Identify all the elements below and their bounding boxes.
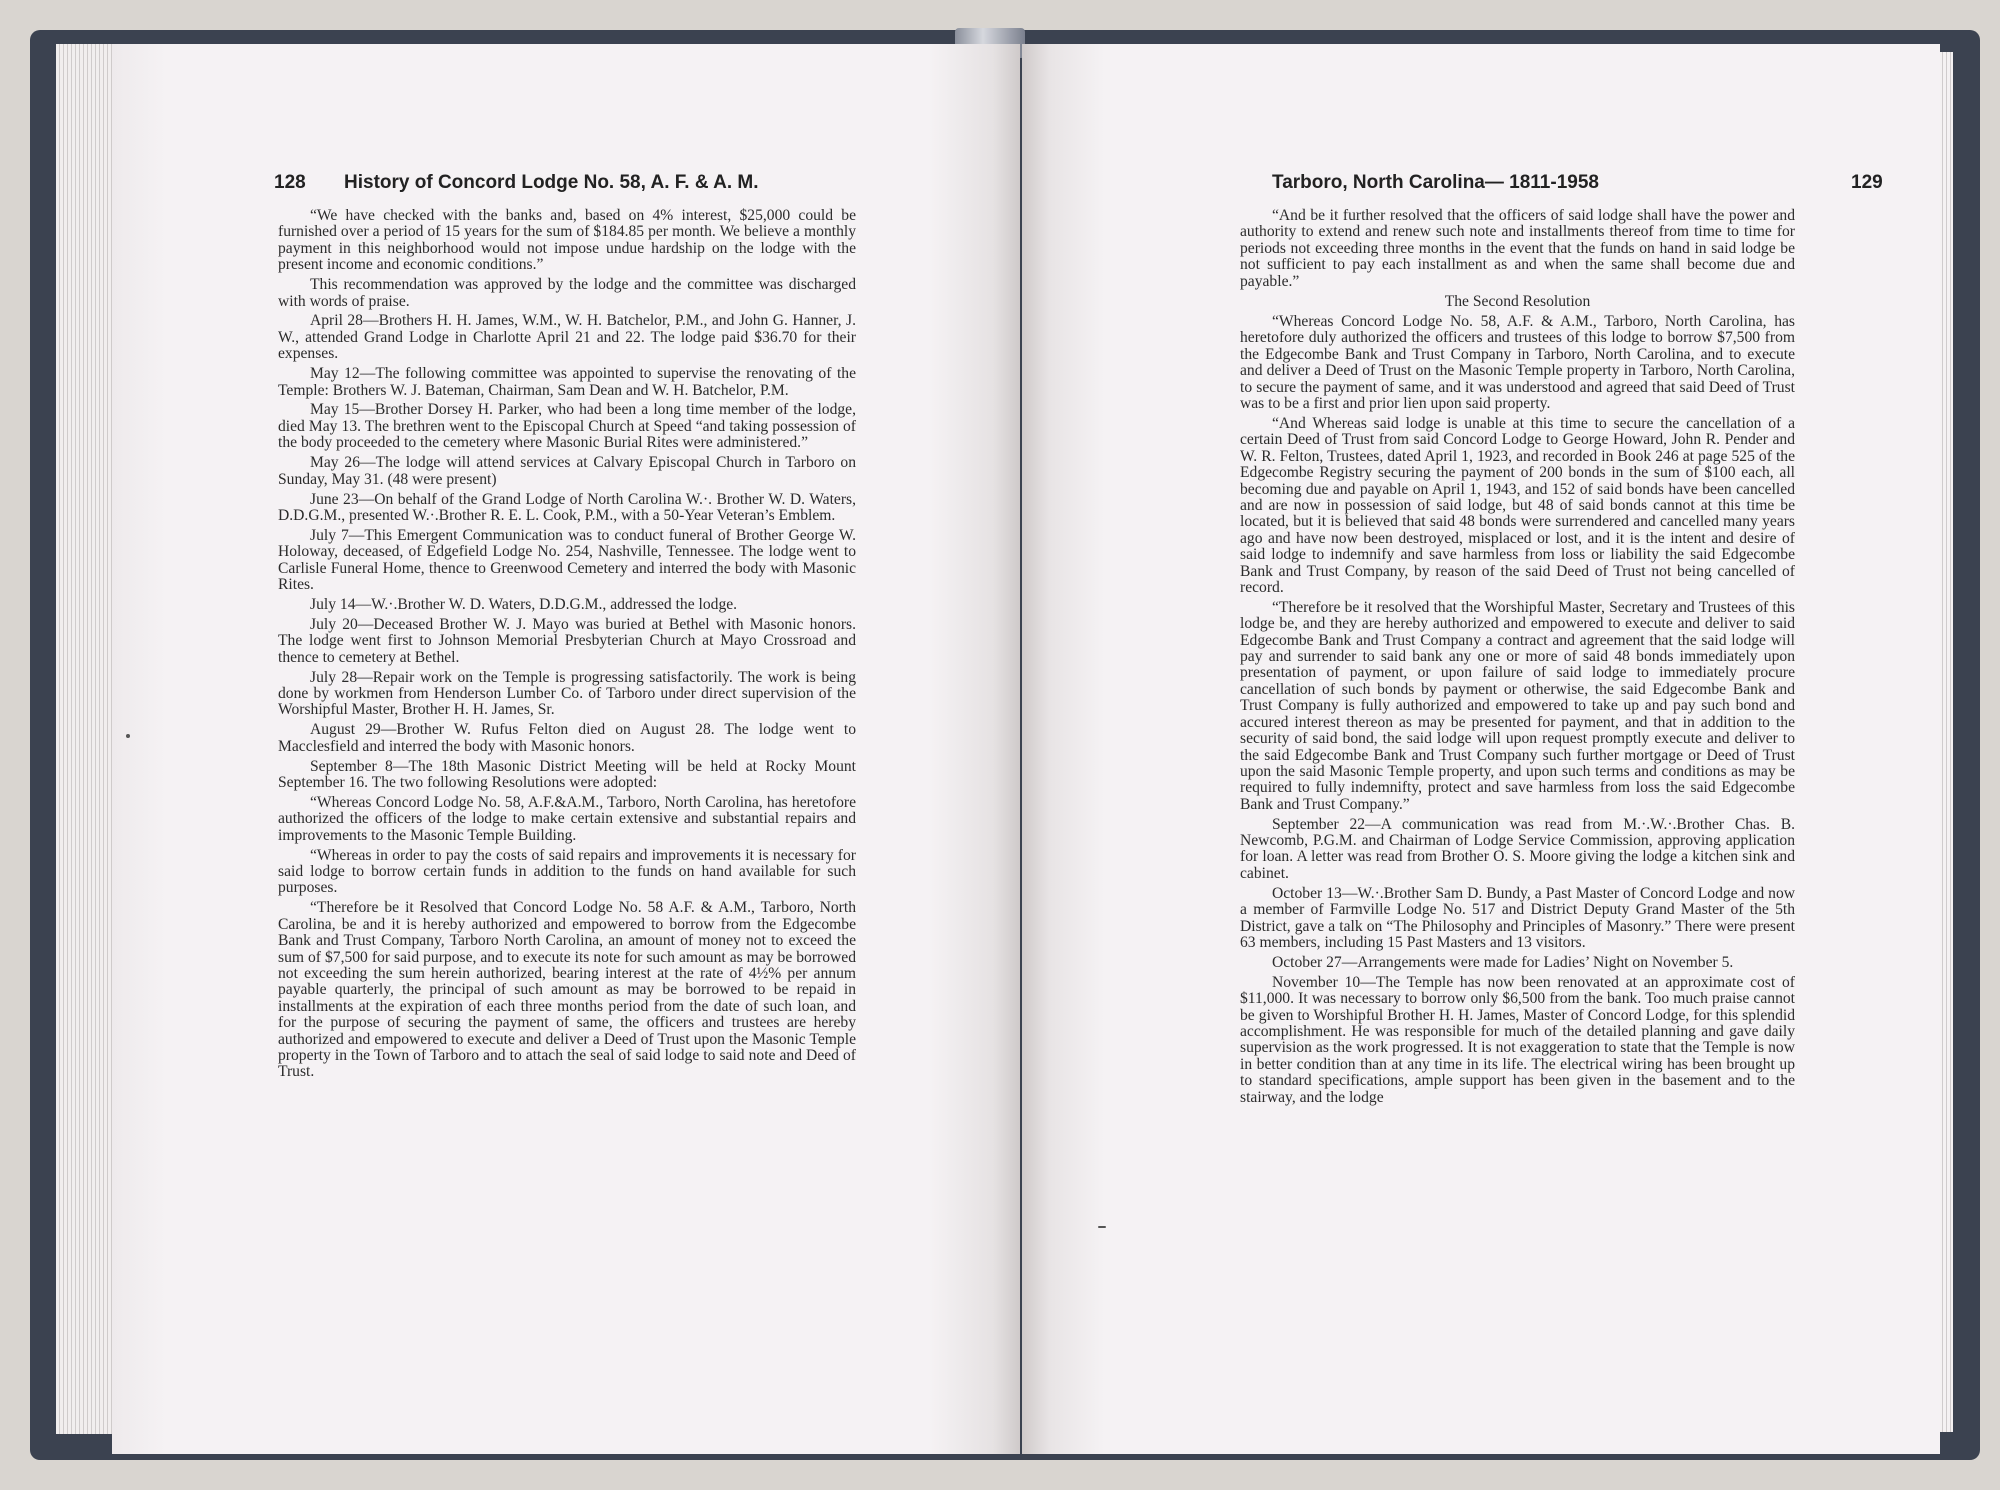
paragraph: July 7—This Emergent Communication was to conduct funeral of Brother George W. Holoway, deceased, of Edgefield Lodge No. 254, Nashville, Tennessee. The lodge went to Carlisle Funeral Home, thence to Greenwood Cemetery and interred the body with Masonic Rites. xyxy=(278,526,856,594)
left-running-head: History of Concord Lodge No. 58, A. F. & A. M. xyxy=(344,172,759,193)
paragraph: June 23—On behalf of the Grand Lodge of North Carolina W.·. Brother W. D. Waters, D.D.G.M., presented W.·.Brother R. E. L. Cook, P.M., with a 50-Year Veteran’s Emblem. xyxy=(278,490,856,524)
paragraph: July 28—Repair work on the Temple is progressing satisfactorily. The work is being done by workmen from Henderson Lumber Co. of Tarboro under direct supervision of the Worshipful Master, Brother H. H. James, Sr. xyxy=(278,668,856,719)
paragraph: “Therefore be it resolved that the Worshipful Master, Secretary and Trustees of this lodge be, and they are hereby authorized and empowered to execute and deliver to said Edgecombe Bank and Trust Company a contract and agreement that the said lodge will pay and surrender to said bank any one or more of said 48 bonds immediately upon presentation of payment, or upon failure of said lodge to immediately procure cancellation of such bonds by payment or otherwise, the said Edgecombe Bank and Trust Company is fully authorized and empowered to take up and pay such bond and accured interest thereon as may be presented for payment, and that in addition to the security of said bond, the said lodge will upon request promptly execute and deliver to the said Edgecombe Bank and Trust Company such further mortgage or Deed of Trust upon the said Masonic Temple property, and upon such terms and conditions as may be required to fully indemnifty, protect and save harmless from loss the said Edgecombe Bank and Trust Company.” xyxy=(1240,598,1795,813)
paragraph: “And Whereas said lodge is unable at this time to secure the cancellation of a certain Deed of Trust from said Concord Lodge to George Howard, John R. Pender and W. R. Felton, Trustees, dated April 1, 1923, and recorded in Book 246 at page 525 of the Edgecombe Registry securing the payment of 200 bonds in the sum of $100 each, all becoming due and payable on April 1, 1943, and 152 of said bonds have been cancelled and are now in possession of said lodge, but 48 of said bonds cannot at this time be located, but it is believed that said 48 bonds were surrendered and cancelled many years ago and have now been destroyed, misplaced or lost, and it is the intent and desire of said lodge to indemnify and save harmless from loss or liability the said Edgecombe Bank and Trust Company, by reason of the said Deed of Trust not being cancelled of record. xyxy=(1240,414,1795,596)
paragraph: October 13—W.·.Brother Sam D. Bundy, a Past Master of Concord Lodge and now a member of Farmville Lodge No. 517 and District Deputy Grand Master of the 5th District, gave a talk on “The Philosophy and Principles of Masonry.” There were present 63 members, including 15 Past Masters and 13 visitors. xyxy=(1240,884,1795,951)
paragraph: July 20—Deceased Brother W. J. Mayo was buried at Bethel with Masonic honors. The lodge went first to Johnson Memorial Presbyterian Church at Mayo Crossroad and thence to cemetery at Bethel. xyxy=(278,615,856,666)
paragraph: October 27—Arrangements were made for Ladies’ Night on November 5. xyxy=(1272,953,1734,971)
stray-mark xyxy=(1098,1226,1106,1228)
right-page-number: 129 xyxy=(1851,172,1883,193)
paragraph: July 14—W.·.Brother W. D. Waters, D.D.G.M., addressed the lodge. xyxy=(310,595,738,613)
paragraph: “Whereas Concord Lodge No. 58, A.F. & A.M., Tarboro, North Carolina, has heretofore duly authorized the officers and trustees of this lodge to borrow $7,500 from the Edgecombe Bank and Trust Company in Tarboro, North Carolina, and to execute and deliver a Deed of Trust on the Masonic Temple property in Tarboro, North Carolina, to secure the payment of same, and it was understood and agreed that said Deed of Trust was to be a first and prior lien upon said property. xyxy=(1240,312,1795,412)
left-page xyxy=(112,44,1020,1454)
left-page-text xyxy=(278,208,856,1084)
paragraph: “Therefore be it Resolved that Concord Lodge No. 58 A.F. & A.M., Tarboro, North Carolina, be and it is hereby authorized and empowered to borrow from the Edgecombe Bank and Trust Company, Tarboro North Carolina, an amount of money not to exceed the sum of $7,500 for said purpose, and to execute its note for such amount as may be borrowed not exceeding the sum herein authorized, bearing interest at the rate of 4½% per annum payable quarterly, the principal of such amount as may be borrowed to be repaid in installments at the expiration of each three months period from the date of such loan, and for the purpose of securing the payment of same, the officers and trustees are hereby authorized and empowered to execute and deliver a Deed of Trust upon the Masonic Temple property in the Town of Tarboro and to attach the seal of said lodge to said note and Deed of Trust. xyxy=(278,899,856,1081)
section-subheading: The Second Resolution xyxy=(1444,292,1591,310)
paragraph: April 28—Brothers H. H. James, W.M., W. H. Batchelor, P.M., and John G. Hanner, J. W., attended Grand Lodge in Charlotte April 21 and 22. The lodge paid $36.70 for their expenses. xyxy=(278,312,856,363)
right-running-head: Tarboro, North Carolina— 1811-1958 xyxy=(1272,172,1599,193)
paragraph: “Whereas in order to pay the costs of said repairs and improvements it is necessary for said lodge to borrow certain funds in addition to the funds on hand available for such purposes. xyxy=(278,846,856,897)
right-page-text xyxy=(1240,208,1795,1110)
paragraph: May 26—The lodge will attend services at Calvary Episcopal Church in Tarboro on Sunday, May 31. (48 were present) xyxy=(278,454,856,488)
paragraph: “We have checked with the banks and, based on 4% interest, $25,000 could be furnished over a period of 15 years for the sum of $184.85 per month. We believe a monthly payment in this neighborhood would not impose undue hardship on the lodge with the present income and economic conditions.” xyxy=(278,207,856,274)
paragraph: November 10—The Temple has now been renovated at an approximate cost of $11,000. It was necessary to borrow only $6,500 from the bank. Too much praise cannot be given to Worshipful Brother H. H. James, Master of Concord Lodge, for this splendid accomplishment. He was responsible for much of the detailed planning and gave daily supervision as the work progressed. It is not exaggeration to state that the Temple is now in better condition than at any time in its life. The electrical wiring has been brought up to standard specifications, ample support has been given in the basement and to the stairway, and the lodge xyxy=(1240,973,1795,1106)
paragraph: “Whereas Concord Lodge No. 58, A.F.&A.M., Tarboro, North Carolina, has heretofore authorized the officers of the lodge to make certain extensive and substantial repairs and improvements to the Masonic Temple Building. xyxy=(278,793,856,844)
right-page xyxy=(1022,44,1940,1454)
left-page-number: 128 xyxy=(274,172,306,193)
stray-mark xyxy=(126,734,130,738)
paragraph: May 12—The following committee was appointed to supervise the renovating of the Temple: Brothers W. J. Bateman, Chairman, Sam Dean and W. H. Batchelor, P.M. xyxy=(278,365,856,399)
paragraph: This recommendation was approved by the lodge and the committee was discharged with words of praise. xyxy=(278,276,856,310)
paragraph: September 22—A communication was read from M.·.W.·.Brother Chas. B. Newcomb, P.G.M. and Chairman of Lodge Service Commission, approving application for loan. A letter was read from Brother O. S. Moore giving the lodge a kitchen sink and cabinet. xyxy=(1240,815,1795,882)
paragraph: August 29—Brother W. Rufus Felton died on August 28. The lodge went to Macclesfield and interred the body with Masonic honors. xyxy=(278,721,856,755)
page-edges-left xyxy=(56,44,116,1434)
paragraph: “And be it further resolved that the officers of said lodge shall have the power and authority to extend and renew such note and installments thereof from time to time for periods not exceeding three months in the event that the funds on hand in said lodge be not sufficient to pay each installment as and when the same shall become due and payable.” xyxy=(1240,207,1795,290)
paragraph: May 15—Brother Dorsey H. Parker, who had been a long time member of the lodge, died May 13. The brethren went to the Episcopal Church at Speed “and taking possession of the body proceeded to the cemetery where Masonic Burial Rites were administered.” xyxy=(278,401,856,452)
paragraph: September 8—The 18th Masonic District Meeting will be held at Rocky Mount September 16. The two following Resolutions were adopted: xyxy=(278,757,856,791)
